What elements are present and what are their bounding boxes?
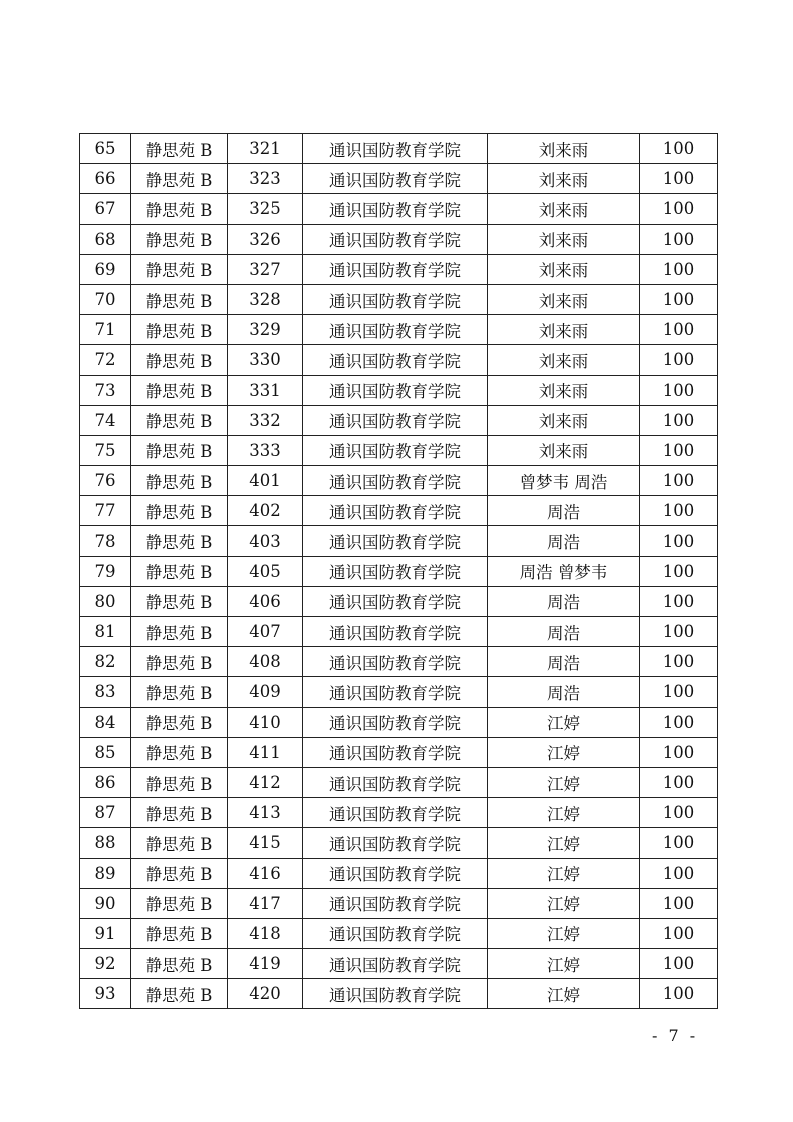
row-index-cell: 86: [80, 767, 131, 797]
room-number-cell: 330: [228, 345, 303, 375]
room-number-cell: 408: [228, 647, 303, 677]
room-number-cell: 412: [228, 767, 303, 797]
college-cell: 通识国防教育学院: [303, 677, 488, 707]
building-cell: 静思苑 B: [131, 556, 228, 586]
table-row: [80, 918, 718, 948]
score-cell: 100: [640, 435, 718, 465]
resident-names-cell: 刘来雨: [488, 224, 640, 254]
resident-names-cell: 江婷: [488, 918, 640, 948]
room-number-cell: 407: [228, 617, 303, 647]
room-number-cell: 415: [228, 828, 303, 858]
college-cell: 通识国防教育学院: [303, 224, 488, 254]
dormitory-score-table: [79, 133, 718, 1009]
score-cell: 100: [640, 194, 718, 224]
row-index-cell: 88: [80, 828, 131, 858]
room-number-cell: 410: [228, 707, 303, 737]
college-cell: 通识国防教育学院: [303, 707, 488, 737]
college-cell: 通识国防教育学院: [303, 556, 488, 586]
resident-names-cell: 江婷: [488, 949, 640, 979]
college-cell: 通识国防教育学院: [303, 134, 488, 164]
score-cell: 100: [640, 134, 718, 164]
score-cell: 100: [640, 254, 718, 284]
resident-names-cell: 江婷: [488, 767, 640, 797]
table-row: [80, 194, 718, 224]
row-index-cell: 92: [80, 949, 131, 979]
score-cell: 100: [640, 466, 718, 496]
building-cell: 静思苑 B: [131, 194, 228, 224]
score-cell: 100: [640, 284, 718, 314]
table-row: [80, 798, 718, 828]
table-row: [80, 647, 718, 677]
building-cell: 静思苑 B: [131, 949, 228, 979]
college-cell: 通识国防教育学院: [303, 767, 488, 797]
room-number-cell: 418: [228, 918, 303, 948]
resident-names-cell: 刘来雨: [488, 254, 640, 284]
table-row: [80, 315, 718, 345]
college-cell: 通识国防教育学院: [303, 858, 488, 888]
row-index-cell: 73: [80, 375, 131, 405]
resident-names-cell: 江婷: [488, 798, 640, 828]
room-number-cell: 406: [228, 586, 303, 616]
row-index-cell: 84: [80, 707, 131, 737]
row-index-cell: 71: [80, 315, 131, 345]
resident-names-cell: 刘来雨: [488, 194, 640, 224]
college-cell: 通识国防教育学院: [303, 888, 488, 918]
college-cell: 通识国防教育学院: [303, 586, 488, 616]
resident-names-cell: 刘来雨: [488, 284, 640, 314]
college-cell: 通识国防教育学院: [303, 647, 488, 677]
row-index-cell: 75: [80, 435, 131, 465]
table-row: [80, 284, 718, 314]
row-index-cell: 69: [80, 254, 131, 284]
resident-names-cell: 刘来雨: [488, 345, 640, 375]
room-number-cell: 401: [228, 466, 303, 496]
building-cell: 静思苑 B: [131, 858, 228, 888]
college-cell: 通识国防教育学院: [303, 375, 488, 405]
row-index-cell: 74: [80, 405, 131, 435]
score-cell: 100: [640, 647, 718, 677]
table-row: [80, 405, 718, 435]
room-number-cell: 323: [228, 164, 303, 194]
building-cell: 静思苑 B: [131, 435, 228, 465]
resident-names-cell: 刘来雨: [488, 164, 640, 194]
building-cell: 静思苑 B: [131, 224, 228, 254]
row-index-cell: 83: [80, 677, 131, 707]
resident-names-cell: 刘来雨: [488, 315, 640, 345]
table-row: [80, 707, 718, 737]
resident-names-cell: 刘来雨: [488, 435, 640, 465]
college-cell: 通识国防教育学院: [303, 828, 488, 858]
college-cell: 通识国防教育学院: [303, 254, 488, 284]
table-row: [80, 586, 718, 616]
score-cell: 100: [640, 949, 718, 979]
score-cell: 100: [640, 526, 718, 556]
room-number-cell: 411: [228, 737, 303, 767]
table-row: [80, 224, 718, 254]
resident-names-cell: 江婷: [488, 858, 640, 888]
building-cell: 静思苑 B: [131, 737, 228, 767]
table-row: [80, 496, 718, 526]
room-number-cell: 321: [228, 134, 303, 164]
resident-names-cell: 江婷: [488, 979, 640, 1009]
table-row: [80, 767, 718, 797]
room-number-cell: 327: [228, 254, 303, 284]
row-index-cell: 78: [80, 526, 131, 556]
room-number-cell: 331: [228, 375, 303, 405]
table-row: [80, 435, 718, 465]
college-cell: 通识国防教育学院: [303, 164, 488, 194]
room-number-cell: 333: [228, 435, 303, 465]
score-cell: 100: [640, 737, 718, 767]
score-cell: 100: [640, 164, 718, 194]
college-cell: 通识国防教育学院: [303, 466, 488, 496]
building-cell: 静思苑 B: [131, 345, 228, 375]
score-cell: 100: [640, 888, 718, 918]
building-cell: 静思苑 B: [131, 134, 228, 164]
score-cell: 100: [640, 586, 718, 616]
building-cell: 静思苑 B: [131, 466, 228, 496]
score-cell: 100: [640, 496, 718, 526]
room-number-cell: 417: [228, 888, 303, 918]
resident-names-cell: 曾梦韦 周浩: [488, 466, 640, 496]
college-cell: 通识国防教育学院: [303, 315, 488, 345]
score-cell: 100: [640, 828, 718, 858]
table-row: [80, 949, 718, 979]
table-row: [80, 526, 718, 556]
room-number-cell: 328: [228, 284, 303, 314]
room-number-cell: 416: [228, 858, 303, 888]
score-cell: 100: [640, 617, 718, 647]
building-cell: 静思苑 B: [131, 164, 228, 194]
table-row: [80, 134, 718, 164]
college-cell: 通识国防教育学院: [303, 617, 488, 647]
resident-names-cell: 周浩: [488, 496, 640, 526]
college-cell: 通识国防教育学院: [303, 737, 488, 767]
resident-names-cell: 江婷: [488, 888, 640, 918]
building-cell: 静思苑 B: [131, 375, 228, 405]
row-index-cell: 90: [80, 888, 131, 918]
score-cell: 100: [640, 858, 718, 888]
table-row: [80, 556, 718, 586]
building-cell: 静思苑 B: [131, 617, 228, 647]
resident-names-cell: 江婷: [488, 737, 640, 767]
building-cell: 静思苑 B: [131, 315, 228, 345]
building-cell: 静思苑 B: [131, 284, 228, 314]
row-index-cell: 77: [80, 496, 131, 526]
row-index-cell: 87: [80, 798, 131, 828]
building-cell: 静思苑 B: [131, 828, 228, 858]
score-cell: 100: [640, 979, 718, 1009]
resident-names-cell: 江婷: [488, 707, 640, 737]
score-cell: 100: [640, 375, 718, 405]
score-cell: 100: [640, 224, 718, 254]
row-index-cell: 70: [80, 284, 131, 314]
table-row: [80, 466, 718, 496]
room-number-cell: 329: [228, 315, 303, 345]
building-cell: 静思苑 B: [131, 647, 228, 677]
row-index-cell: 72: [80, 345, 131, 375]
row-index-cell: 76: [80, 466, 131, 496]
college-cell: 通识国防教育学院: [303, 435, 488, 465]
building-cell: 静思苑 B: [131, 767, 228, 797]
page-number: - 7 -: [652, 1026, 699, 1045]
table-row: [80, 254, 718, 284]
table-row: [80, 345, 718, 375]
row-index-cell: 89: [80, 858, 131, 888]
row-index-cell: 85: [80, 737, 131, 767]
resident-names-cell: 江婷: [488, 828, 640, 858]
table-row: [80, 677, 718, 707]
college-cell: 通识国防教育学院: [303, 798, 488, 828]
resident-names-cell: 周浩: [488, 526, 640, 556]
table-row: [80, 737, 718, 767]
college-cell: 通识国防教育学院: [303, 405, 488, 435]
resident-names-cell: 周浩: [488, 677, 640, 707]
row-index-cell: 66: [80, 164, 131, 194]
score-cell: 100: [640, 556, 718, 586]
room-number-cell: 332: [228, 405, 303, 435]
college-cell: 通识国防教育学院: [303, 526, 488, 556]
resident-names-cell: 刘来雨: [488, 405, 640, 435]
resident-names-cell: 周浩 曾梦韦: [488, 556, 640, 586]
score-cell: 100: [640, 405, 718, 435]
table-row: [80, 979, 718, 1009]
room-number-cell: 403: [228, 526, 303, 556]
resident-names-cell: 周浩: [488, 647, 640, 677]
building-cell: 静思苑 B: [131, 526, 228, 556]
resident-names-cell: 周浩: [488, 617, 640, 647]
college-cell: 通识国防教育学院: [303, 918, 488, 948]
building-cell: 静思苑 B: [131, 405, 228, 435]
table-body: [80, 134, 718, 1009]
college-cell: 通识国防教育学院: [303, 194, 488, 224]
score-cell: 100: [640, 918, 718, 948]
resident-names-cell: 刘来雨: [488, 134, 640, 164]
room-number-cell: 409: [228, 677, 303, 707]
room-number-cell: 405: [228, 556, 303, 586]
score-cell: 100: [640, 345, 718, 375]
room-number-cell: 419: [228, 949, 303, 979]
score-cell: 100: [640, 707, 718, 737]
table-row: [80, 858, 718, 888]
college-cell: 通识国防教育学院: [303, 979, 488, 1009]
building-cell: 静思苑 B: [131, 918, 228, 948]
resident-names-cell: 刘来雨: [488, 375, 640, 405]
college-cell: 通识国防教育学院: [303, 345, 488, 375]
table-row: [80, 375, 718, 405]
college-cell: 通识国防教育学院: [303, 496, 488, 526]
room-number-cell: 325: [228, 194, 303, 224]
score-cell: 100: [640, 798, 718, 828]
building-cell: 静思苑 B: [131, 707, 228, 737]
college-cell: 通识国防教育学院: [303, 284, 488, 314]
table-row: [80, 888, 718, 918]
building-cell: 静思苑 B: [131, 496, 228, 526]
room-number-cell: 326: [228, 224, 303, 254]
building-cell: 静思苑 B: [131, 254, 228, 284]
score-cell: 100: [640, 315, 718, 345]
table-row: [80, 617, 718, 647]
building-cell: 静思苑 B: [131, 888, 228, 918]
score-cell: 100: [640, 677, 718, 707]
row-index-cell: 82: [80, 647, 131, 677]
room-number-cell: 402: [228, 496, 303, 526]
row-index-cell: 68: [80, 224, 131, 254]
score-cell: 100: [640, 767, 718, 797]
row-index-cell: 91: [80, 918, 131, 948]
row-index-cell: 93: [80, 979, 131, 1009]
building-cell: 静思苑 B: [131, 677, 228, 707]
resident-names-cell: 周浩: [488, 586, 640, 616]
table-row: [80, 164, 718, 194]
college-cell: 通识国防教育学院: [303, 949, 488, 979]
room-number-cell: 413: [228, 798, 303, 828]
room-number-cell: 420: [228, 979, 303, 1009]
row-index-cell: 79: [80, 556, 131, 586]
row-index-cell: 67: [80, 194, 131, 224]
building-cell: 静思苑 B: [131, 798, 228, 828]
building-cell: 静思苑 B: [131, 979, 228, 1009]
row-index-cell: 80: [80, 586, 131, 616]
building-cell: 静思苑 B: [131, 586, 228, 616]
row-index-cell: 65: [80, 134, 131, 164]
row-index-cell: 81: [80, 617, 131, 647]
table-row: [80, 828, 718, 858]
